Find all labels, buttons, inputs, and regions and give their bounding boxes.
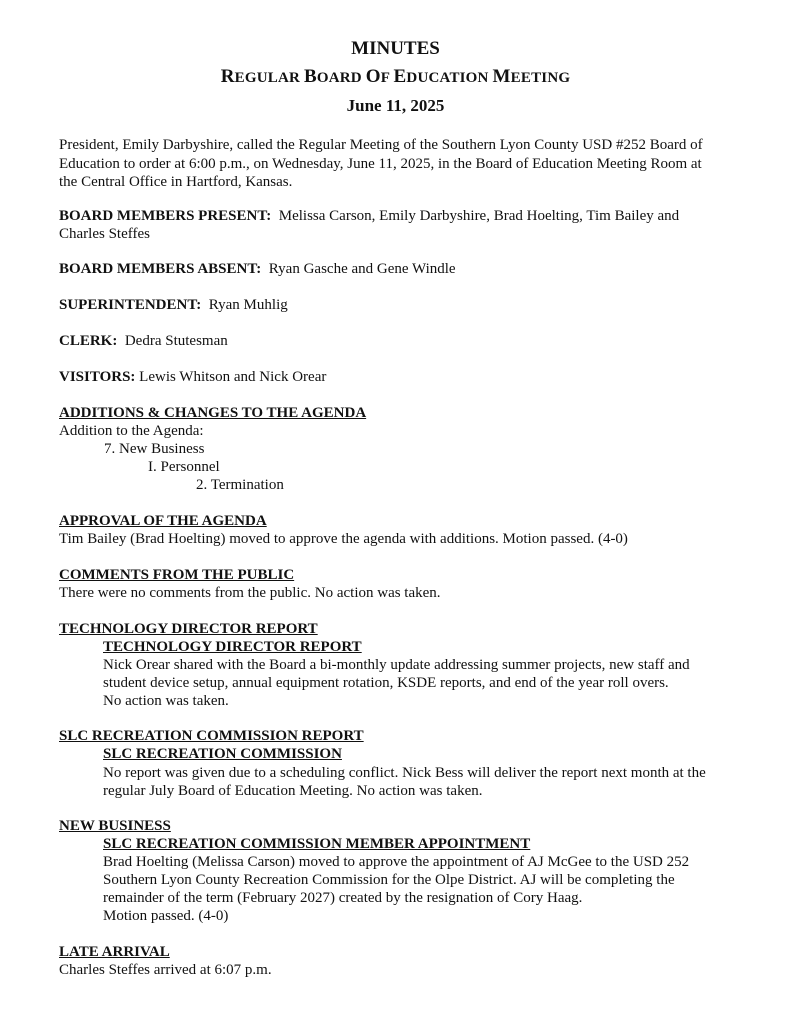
tech-report-line: student device setup, annual equipment rotation, KSDE reports, and end of the year roll overs. [103, 675, 669, 691]
new-business-line: Brad Hoelting (Melissa Carson) moved to approve the appointment of AJ McGee to the USD 252 [103, 854, 690, 870]
agenda-changes-line: Addition to the Agenda: [59, 423, 204, 439]
clerk-label: CLERK: [59, 333, 118, 349]
agenda-changes-heading: ADDITIONS & CHANGES TO THE AGENDA [59, 405, 367, 421]
superintendent-line [59, 296, 288, 314]
rec-report-heading: SLC RECREATION COMMISSION REPORT [59, 728, 364, 744]
tech-report-line: No action was taken. [103, 693, 229, 709]
new-business-heading: NEW BUSINESS [59, 818, 171, 834]
absent-label: BOARD MEMBERS ABSENT: [59, 261, 262, 277]
rec-report-line: regular July Board of Education Meeting. No action was taken. [103, 783, 483, 799]
agenda-changes-line: 7. New Business [104, 441, 205, 457]
public-comments-text: There were no comments from the public. No action was taken. [59, 585, 441, 601]
clerk-line [59, 332, 228, 350]
agenda-changes-line: 2. Termination [196, 477, 284, 493]
present-value: Melissa Carson, Emily Darbyshire, Brad Hoelting, Tim Bailey and [278, 208, 680, 224]
agenda-changes-line: I. Personnel [148, 459, 220, 475]
rec-report-subheading: SLC RECREATION COMMISSION [103, 746, 342, 762]
intro-line: the Central Office in Hartford, Kansas. [59, 174, 293, 190]
meeting-date: June 11, 2025 [346, 96, 445, 115]
approval-text: Tim Bailey (Brad Hoelting) moved to approve the agenda with additions. Motion passed. (4-0) [59, 531, 628, 547]
visitors-value: Lewis Whitson and Nick Orear [139, 369, 327, 385]
public-comments-heading: COMMENTS FROM THE PUBLIC [59, 567, 295, 583]
late-arrival-text: Charles Steffes arrived at 6:07 p.m. [59, 962, 272, 978]
intro-line: Education to order at 6:00 p.m., on Wednesday, June 11, 2025, in the Board of Education Meeting Room at [59, 156, 702, 172]
present-value-cont: Charles Steffes [59, 226, 150, 242]
absent-value: Ryan Gasche and Gene Windle [268, 261, 456, 277]
rec-report-line: No report was given due to a scheduling conflict. Nick Bess will deliver the report next month at the [103, 765, 706, 781]
present-line [59, 207, 679, 225]
new-business-subheading: SLC RECREATION COMMISSION MEMBER APPOINTMENT [103, 836, 531, 852]
tech-report-heading: TECHNOLOGY DIRECTOR REPORT [59, 621, 318, 637]
clerk-value: Dedra Stutesman [124, 333, 228, 349]
approval-heading: APPROVAL OF THE AGENDA [59, 513, 267, 529]
tech-report-subheading: TECHNOLOGY DIRECTOR REPORT [103, 639, 362, 655]
visitors-label: VISITORS: [59, 369, 136, 385]
late-arrival-heading: LATE ARRIVAL [59, 944, 170, 960]
tech-report-line: Nick Orear shared with the Board a bi-monthly update addressing summer projects, new staff and [103, 657, 690, 673]
absent-line [59, 260, 456, 278]
superintendent-label: SUPERINTENDENT: [59, 297, 202, 313]
new-business-line: Motion passed. (4-0) [103, 908, 229, 924]
document-subtitle: REGULAR BOARD OF EDUCATION MEETING [220, 66, 571, 87]
new-business-line: remainder of the term (February 2027) created by the resignation of Cory Haag. [103, 890, 583, 906]
document-title: MINUTES [351, 38, 440, 59]
superintendent-value: Ryan Muhlig [208, 297, 288, 313]
visitors-line [59, 368, 326, 386]
new-business-line: Southern Lyon County Recreation Commission for the Olpe District. AJ will be completing the [103, 872, 675, 888]
present-label: BOARD MEMBERS PRESENT: [59, 208, 272, 224]
intro-line: President, Emily Darbyshire, called the Regular Meeting of the Southern Lyon County USD #252 Board of [59, 137, 703, 153]
